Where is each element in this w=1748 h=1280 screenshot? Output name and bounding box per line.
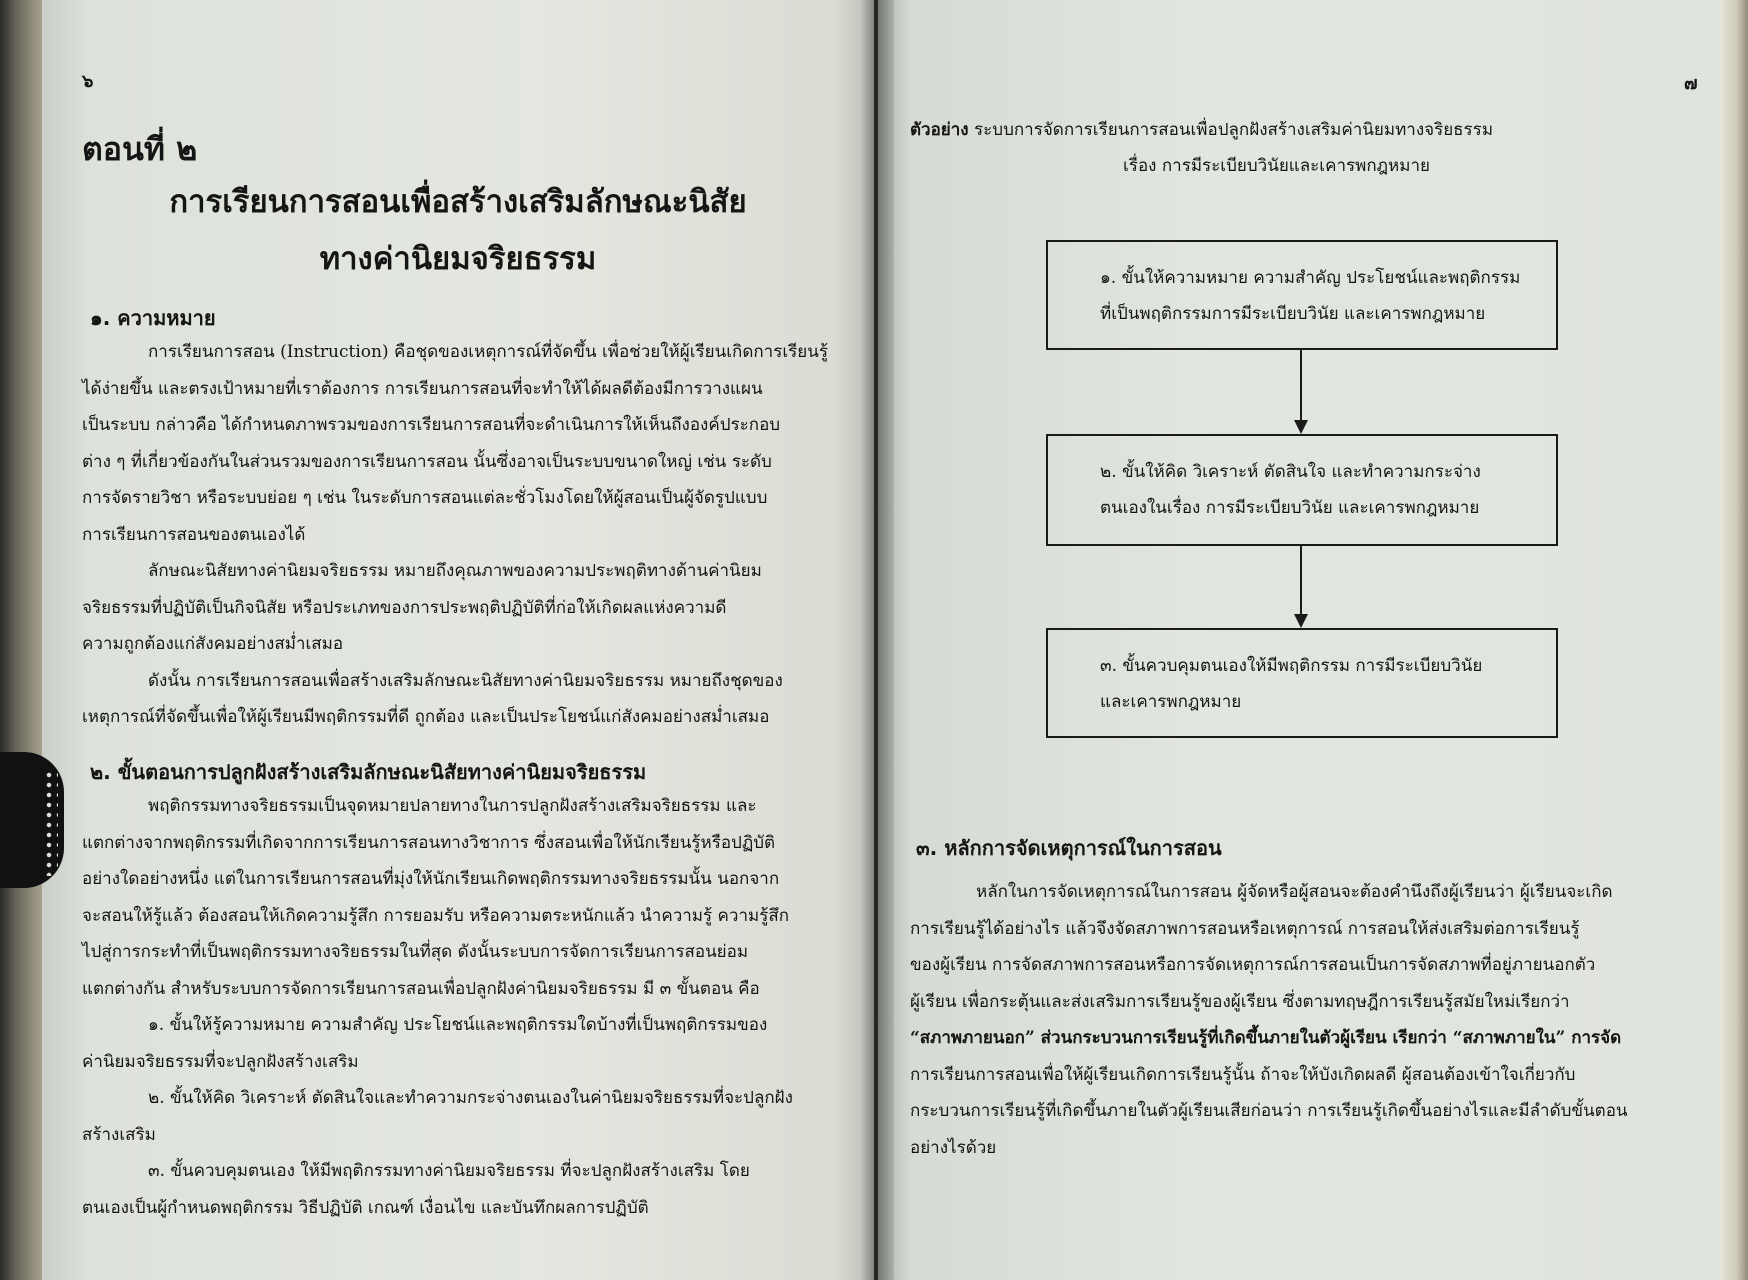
book-right-edge <box>1720 0 1748 1280</box>
left-page <box>42 0 874 1280</box>
flow-step-1 <box>1046 240 1558 350</box>
text-line: สร้างเสริม <box>82 1124 156 1145</box>
flow-step-1-line1: ๑. ขั้นให้ความหมาย ความสำคัญ ประโยชน์และพฤติกรรม <box>1100 268 1521 288</box>
text-line: การเรียนรู้ได้อย่างไร แล้วจึงจัดสภาพการสอนหรือเหตุการณ์ การสอนให้ส่งเสริมต่อการเรียนรู้ <box>910 918 1580 939</box>
text-line: จริยธรรมที่ปฏิบัติเป็นกิจนิสัย หรือประเภทของการประพฤติปฏิบัติที่ก่อให้เกิดผลแห่งความดี <box>82 597 727 618</box>
chapter-title-line1: การเรียนการสอนเพื่อสร้างเสริมลักษณะนิสัย <box>169 184 747 220</box>
text-line: เหตุการณ์ที่จัดขึ้นเพื่อให้ผู้เรียนมีพฤติกรรมที่ดี ถูกต้อง และเป็นประโยชน์แก่สังคมอย่างสม่ำเสมอ <box>82 707 770 727</box>
example-label: ตัวอย่าง <box>910 120 969 140</box>
flow-arrow-2-line <box>1300 546 1302 614</box>
book-left-edge <box>0 0 42 1280</box>
text-line: แตกต่างกัน สำหรับระบบการจัดการเรียนการสอนเพื่อปลูกฝังค่านิยมจริยธรรม มี ๓ ขั้นตอน คือ <box>82 978 760 999</box>
example-title-text: ระบบการจัดการเรียนการสอนเพื่อปลูกฝังสร้างเสริมค่านิยมทางจริยธรรม <box>974 120 1494 140</box>
chapter-title-line2: ทางค่านิยมจริยธรรม <box>319 241 597 277</box>
flow-arrow-1-head <box>1294 420 1308 434</box>
flow-arrow-1-line <box>1300 350 1302 420</box>
text-line: เป็นระบบ กล่าวคือ ได้กำหนดภาพรวมของการเรียนการสอนที่จะดำเนินการให้เห็นถึงองค์ประกอบ <box>82 415 781 435</box>
text-line: ๓. ขั้นควบคุมตนเอง ให้มีพฤติกรรมทางค่านิยมจริยธรรม ที่จะปลูกฝังสร้างเสริม โดย <box>148 1161 750 1181</box>
text-line: ๒. ขั้นให้คิด วิเคราะห์ ตัดสินใจและทำความกระจ่างตนเองในค่านิยมจริยธรรมที่จะปลูกฝัง <box>148 1088 793 1108</box>
text-line: การเรียนการสอนของตนเองได้ <box>82 524 306 545</box>
text-line: กระบวนการเรียนรู้ที่เกิดขึ้นภายในตัวผู้เรียนเสียก่อนว่า การเรียนรู้เกิดขึ้นอย่างไรและมีลำดับขั้นตอน <box>910 1101 1628 1121</box>
example-title <box>910 112 1710 184</box>
text-line: “สภาพภายนอก” ส่วนกระบวนการเรียนรู้ที่เกิดขึ้นภายในตัวผู้เรียน เรียกว่า “สภาพภายใน” การจัด <box>910 1028 1622 1048</box>
text-line: ลักษณะนิสัยทางค่านิยมจริยธรรม หมายถึงคุณภาพของความประพฤติทางด้านค่านิยม <box>148 561 762 581</box>
bookmark-tab-pattern <box>44 770 58 876</box>
flow-step-3-line2: และเคารพกฎหมาย <box>1100 692 1242 712</box>
text-line: การจัดรายวิชา หรือระบบย่อย ๆ เช่น ในระดับการสอนแต่ละชั่วโมงโดยให้ผู้สอนเป็นผู้จัดรูปแบบ <box>82 488 768 508</box>
text-line: อย่างใดอย่างหนึ่ง แต่ในการเรียนการสอนที่มุ่งให้นักเรียนเกิดพฤติกรรมทางจริยธรรมนั้น นอกจาก <box>82 869 780 889</box>
flow-step-3 <box>1046 628 1558 738</box>
text-line: ต่าง ๆ ที่เกี่ยวข้องกันในส่วนรวมของการเรียนการสอน นั้นซึ่งอาจเป็นระบบขนาดใหญ่ เช่น ระดับ <box>82 451 772 472</box>
text-line: ผู้เรียน เพื่อกระตุ้นและส่งเสริมการเรียนรู้ของผู้เรียน ซึ่งตามทฤษฎีการเรียนรู้สมัยใหม่เรียกว่า <box>910 991 1570 1012</box>
section2-body <box>82 788 862 1226</box>
page-number-left: ๖ <box>82 71 94 92</box>
text-line: แตกต่างจากพฤติกรรมที่เกิดจากการเรียนการสอนทางวิชาการ ซึ่งสอนเพื่อให้นักเรียนรู้หรือปฏิบัติ <box>82 832 776 853</box>
section3-heading: ๓. หลักการจัดเหตุการณ์ในการสอน <box>916 836 1222 860</box>
text-line: ได้ง่ายขึ้น และตรงเป้าหมายที่เราต้องการ การเรียนการสอนที่จะทำให้ได้ผลดีต้องมีการวางแผน <box>82 378 763 399</box>
flow-step-2-line2: ตนเองในเรื่อง การมีระเบียบวินัย และเคารพกฎหมาย <box>1100 498 1480 518</box>
text-line: ของผู้เรียน การจัดสภาพการสอนหรือการจัดเหตุการณ์การสอนเป็นการจัดสภาพที่อยู่ภายนอกตัว <box>910 955 1596 975</box>
section3-body <box>910 874 1700 1166</box>
book-spine-shadow <box>860 0 894 1280</box>
flow-step-2 <box>1046 434 1558 546</box>
flow-step-3-line1: ๓. ขั้นควบคุมตนเองให้มีพฤติกรรม การมีระเบียบวินัย <box>1100 656 1483 676</box>
text-line: จะสอนให้รู้แล้ว ต้องสอนให้เกิดความรู้สึก การยอมรับ หรือความตระหนักแล้ว นำความรู้ ความรู้สึก <box>82 905 790 926</box>
example-title-line1 <box>910 112 1710 148</box>
example-title-line2: เรื่อง การมีระเบียบวินัยและเคารพกฎหมาย <box>1123 156 1430 176</box>
text-line: ๑. ขั้นให้รู้ความหมาย ความสำคัญ ประโยชน์และพฤติกรรมใดบ้างที่เป็นพฤติกรรมของ <box>148 1015 768 1035</box>
section1-body <box>82 334 862 736</box>
flow-step-1-line2: ที่เป็นพฤติกรรมการมีระเบียบวินัย และเคารพกฎหมาย <box>1100 304 1486 324</box>
text-line: ดังนั้น การเรียนการสอนเพื่อสร้างเสริมลักษณะนิสัยทางค่านิยมจริยธรรม หมายถึงชุดของ <box>148 670 783 691</box>
section1-heading: ๑. ความหมาย <box>90 306 216 330</box>
right-page <box>878 0 1720 1280</box>
section2-heading: ๒. ขั้นตอนการปลูกฝังสร้างเสริมลักษณะนิสัยทางค่านิยมจริยธรรม <box>90 760 647 784</box>
flow-arrow-2-head <box>1294 614 1308 628</box>
text-line: หลักในการจัดเหตุการณ์ในการสอน ผู้จัดหรือผู้สอนจะต้องคำนึงถึงผู้เรียนว่า ผู้เรียนจะเกิด <box>976 882 1613 902</box>
text-line: ตนเองเป็นผู้กำหนดพฤติกรรม วิธีปฏิบัติ เกณฑ์ เงื่อนไข และบันทึกผลการปฏิบัติ <box>82 1197 649 1218</box>
text-line: อย่างไรด้วย <box>910 1137 997 1158</box>
text-line: การเรียนการสอน (Instruction) คือชุดของเหตุการณ์ที่จัดขึ้น เพื่อช่วยให้ผู้เรียนเกิดการเรียนรู้ <box>148 342 828 362</box>
text-line: ไปสู่การกระทำที่เป็นพฤติกรรมทางจริยธรรมในที่สุด ดังนั้นระบบการจัดการเรียนการสอนย่อม <box>82 942 749 962</box>
part-heading: ตอนที่ ๒ <box>82 130 198 168</box>
text-line: การเรียนการสอนเพื่อให้ผู้เรียนเกิดการเรียนรู้นั้น ถ้าจะให้บังเกิดผลดี ผู้สอนต้องเข้าใจเกี่ยวกับ <box>910 1064 1576 1085</box>
flow-step-2-line1: ๒. ขั้นให้คิด วิเคราะห์ ตัดสินใจ และทำความกระจ่าง <box>1100 462 1481 482</box>
text-line: ความถูกต้องแก่สังคมอย่างสม่ำเสมอ <box>82 634 344 654</box>
page-number-right: ๗ <box>1684 73 1698 94</box>
text-line: ค่านิยมจริยธรรมที่จะปลูกฝังสร้างเสริม <box>82 1051 359 1072</box>
text-line: พฤติกรรมทางจริยธรรมเป็นจุดหมายปลายทางในการปลูกฝังสร้างเสริมจริยธรรม และ <box>148 796 757 816</box>
